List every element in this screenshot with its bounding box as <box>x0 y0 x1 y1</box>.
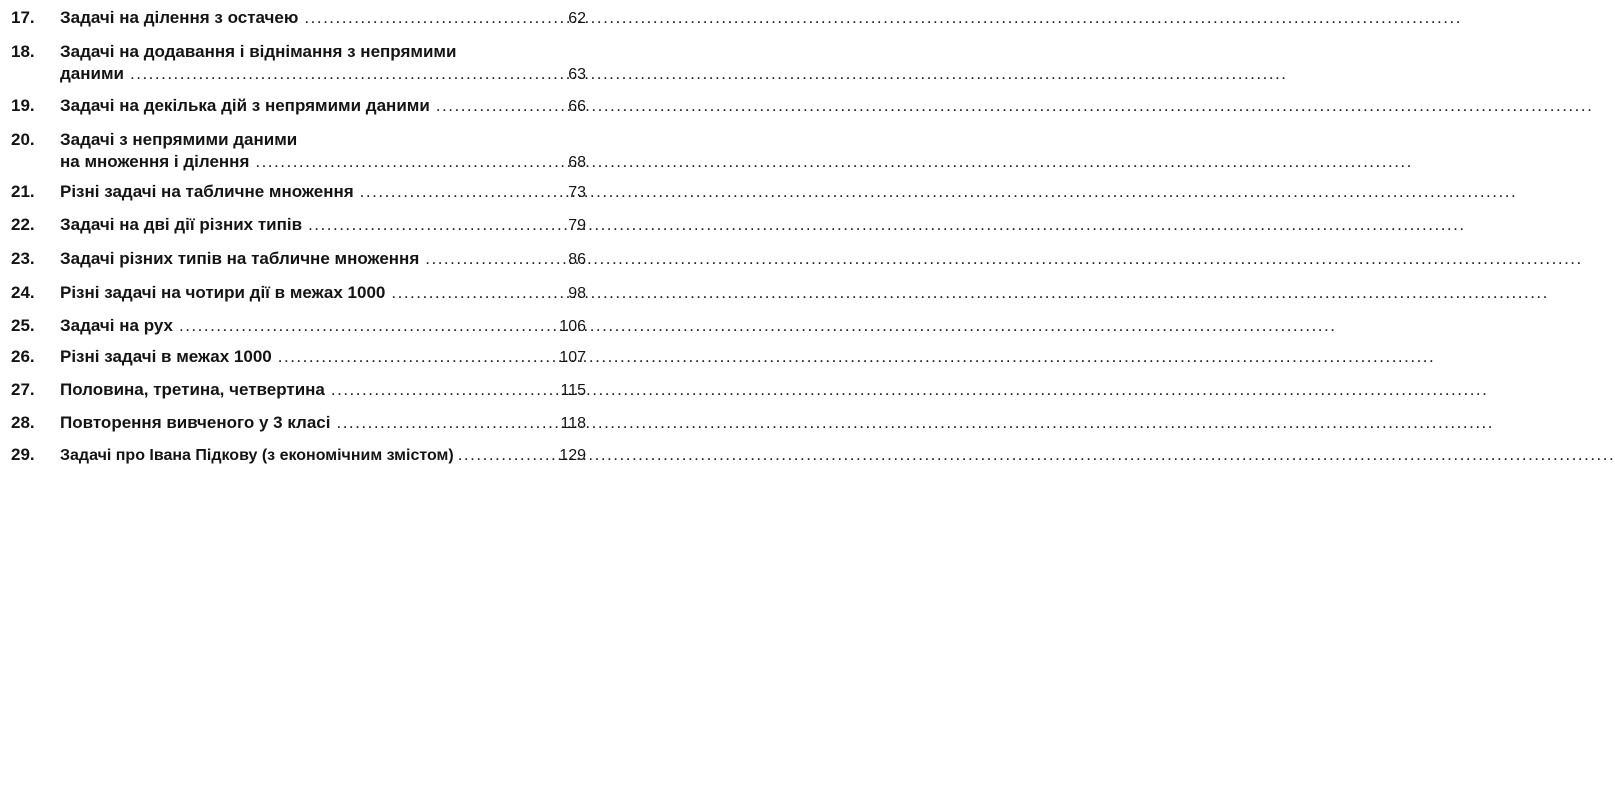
entry-line <box>60 64 586 85</box>
entry-page: 129 <box>559 447 586 464</box>
entry-title-line-1: Задачі на додавання і віднімання з непрямими <box>60 42 457 61</box>
entry-page: 106 <box>559 318 586 335</box>
entry-line <box>60 413 586 434</box>
entry-title: Задачі різних типів на табличне множення <box>60 249 420 268</box>
entry-line <box>60 182 586 203</box>
entry-page: 79 <box>568 217 586 234</box>
dot-leader <box>130 64 562 84</box>
entry-line <box>60 316 586 337</box>
dot-leader <box>331 380 555 400</box>
entry-number: 17. <box>11 8 35 27</box>
entry-line <box>60 8 586 29</box>
entry-title: Задачі на дві дії різних типів <box>60 215 303 234</box>
dot-leader <box>336 413 554 433</box>
dot-leader <box>436 96 562 116</box>
entry-number: 26. <box>11 347 35 366</box>
entry-number: 19. <box>11 96 35 115</box>
entry-page: 98 <box>568 285 586 302</box>
entry-number: 22. <box>11 215 35 234</box>
entry-page: 62 <box>568 10 586 27</box>
entry-line <box>60 215 586 236</box>
entry-page: 86 <box>568 251 586 268</box>
entry-page: 107 <box>559 349 586 366</box>
entry-title-line-2: на множення і ділення <box>60 152 250 171</box>
entry-title: Різні задачі на табличне множення <box>60 182 354 201</box>
entry-line <box>60 347 586 368</box>
dot-leader <box>278 347 554 367</box>
entry-line <box>60 249 586 270</box>
entry-title-line-1: Задачі з непрямими даними <box>60 130 298 149</box>
entry-title: Повторення вивченого у 3 класі <box>60 413 331 432</box>
dot-leader <box>255 152 562 172</box>
entry-page: 73 <box>568 184 586 201</box>
entry-line <box>60 96 586 117</box>
entry-title: Половина, третина, четвертина <box>60 380 325 399</box>
entry-page: 68 <box>568 154 586 171</box>
entry-line <box>60 283 586 304</box>
dot-leader <box>308 215 562 235</box>
entry-number: 25. <box>11 316 35 335</box>
entry-number: 18. <box>11 42 35 61</box>
entry-number: 28. <box>11 413 35 432</box>
entry-line <box>60 152 586 173</box>
entry-title: Задачі на рух <box>60 316 173 335</box>
dot-leader <box>391 283 562 303</box>
dot-leader <box>458 445 556 465</box>
entry-page: 63 <box>568 66 586 83</box>
entry-line <box>60 445 586 466</box>
entry-title: Різні задачі на чотири дії в межах 1000 <box>60 283 386 302</box>
entry-number: 21. <box>11 182 35 201</box>
entry-title: Задачі про Івана Підкову (з економічним змістом) <box>60 447 454 464</box>
entry-number: 24. <box>11 283 35 302</box>
entry-number: 20. <box>11 130 35 149</box>
entry-page: 118 <box>560 415 586 432</box>
entry-title: Задачі на ділення з остачею <box>60 8 299 27</box>
entry-line <box>60 380 586 401</box>
entry-number: 23. <box>11 249 35 268</box>
dot-leader <box>179 316 553 336</box>
entry-number: 27. <box>11 380 35 399</box>
entry-page: 66 <box>568 98 586 115</box>
entry-title: Різні задачі в межах 1000 <box>60 347 272 366</box>
dot-leader <box>360 182 563 202</box>
entry-title: Задачі на декілька дій з непрямими даними <box>60 96 430 115</box>
entry-number: 29. <box>11 445 35 464</box>
entry-title-line-2: даними <box>60 64 124 83</box>
dot-leader <box>304 8 562 28</box>
entry-page: 115 <box>560 382 586 399</box>
dot-leader <box>425 249 562 269</box>
